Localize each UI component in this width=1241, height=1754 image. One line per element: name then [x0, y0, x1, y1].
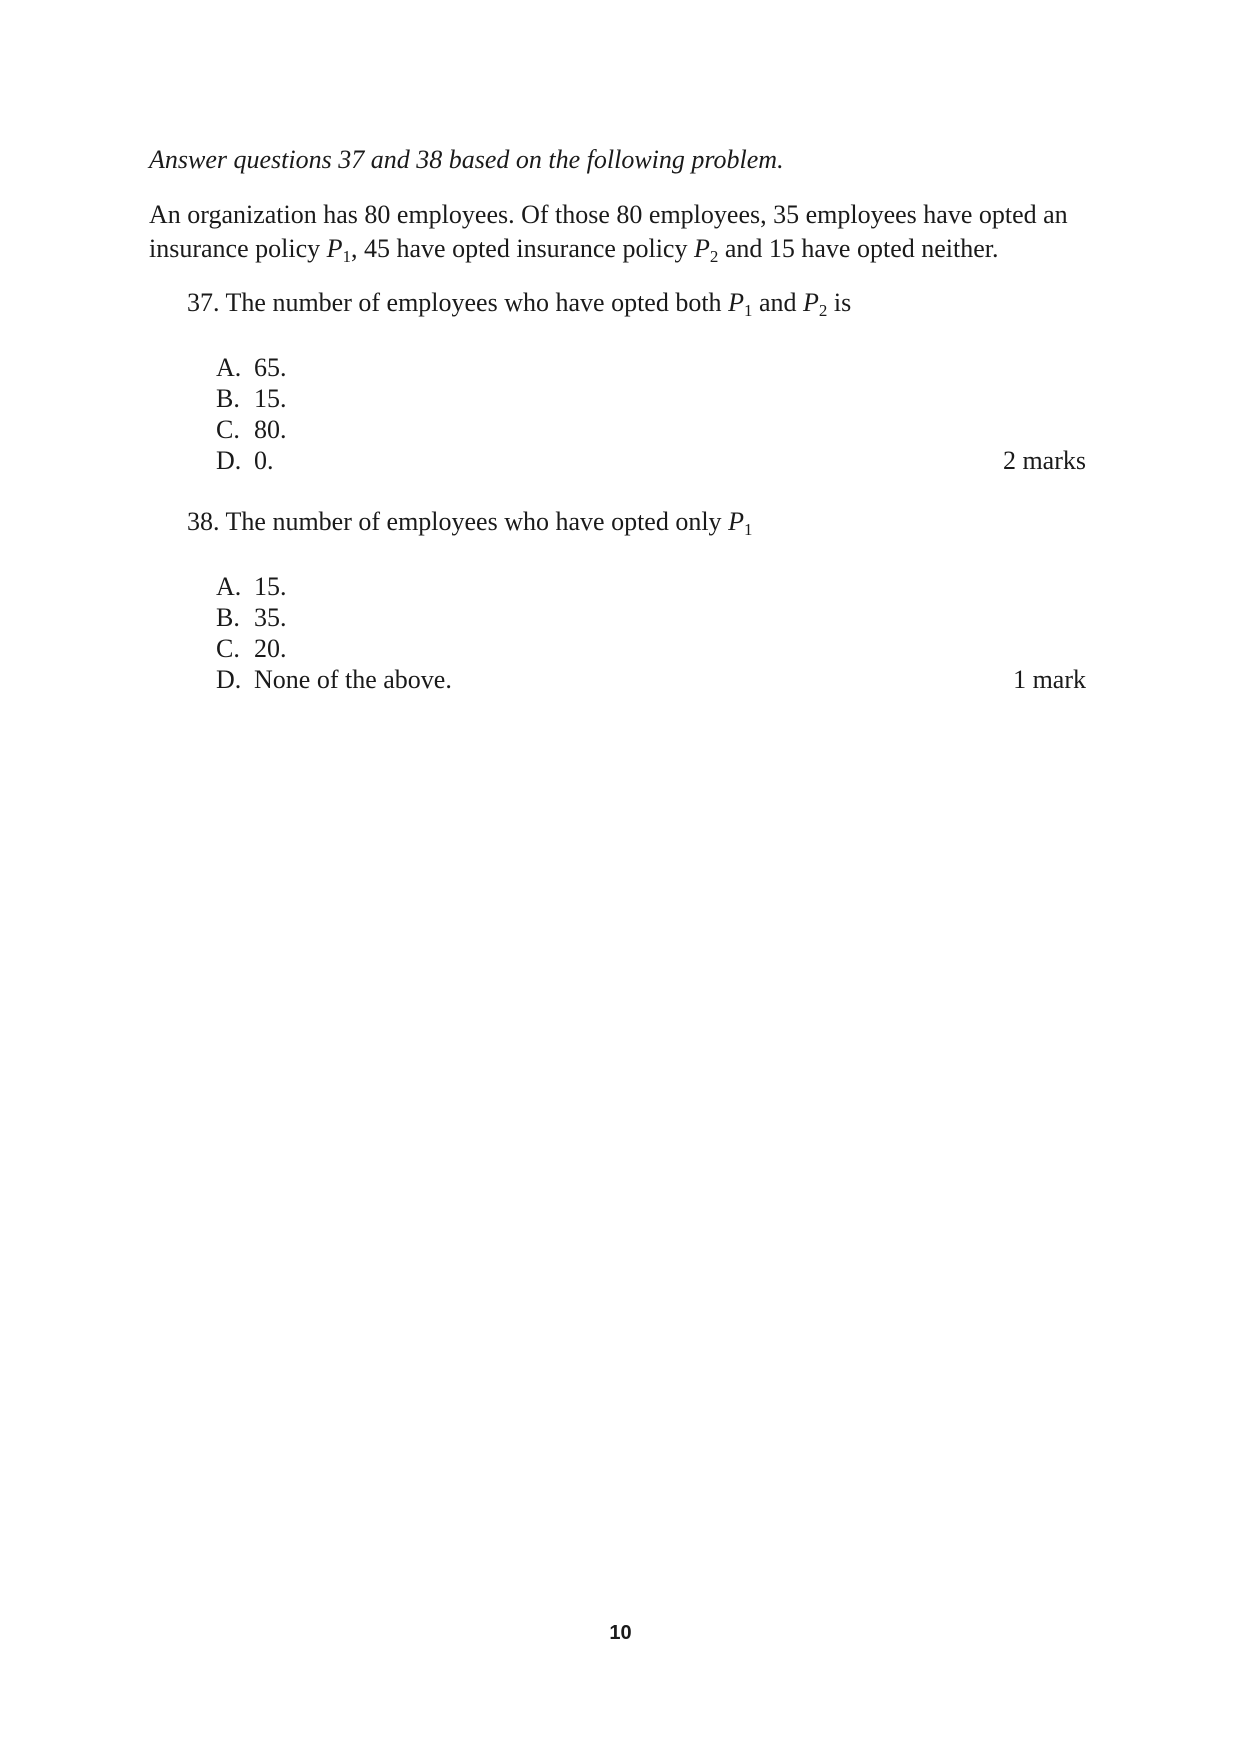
q37-option-d: D. 0.: [216, 446, 274, 475]
problem-line-2: [149, 234, 998, 267]
q37-marks: 2 marks: [1002, 446, 1086, 475]
q37-option-b: B. 15.: [216, 384, 287, 413]
policy-p1-symbol: $P_1$: [728, 507, 753, 539]
q38-option-b: B. 35.: [216, 603, 287, 632]
problem-text-b: , 45 have opted insurance policy: [351, 234, 694, 263]
page-number: 10: [609, 1622, 632, 1644]
q38-marks: 1 mark: [1013, 665, 1086, 694]
question-38-stem: 38. The number of employees who have opted only $P_1$: [187, 507, 753, 539]
policy-p2-symbol: $P_2$: [803, 288, 828, 320]
problem-line-1: An organization has 80 employees. Of those 80 employees, 35 employees have opted an: [149, 200, 1068, 229]
question-37-stem: 37. The number of employees who have opted both $P_1$ and $P_2$ is: [187, 288, 852, 320]
policy-p1-symbol: $P_1$: [326, 234, 351, 266]
policy-p1-symbol: $P_1$: [728, 288, 753, 320]
q38-option-a: A. 15.: [216, 572, 287, 601]
policy-p2-symbol: $P_2$: [693, 234, 719, 266]
q38-option-c: C. 20.: [216, 634, 287, 663]
q38-option-d: D. None of the above.: [216, 665, 452, 694]
instruction-text: Answer questions 37 and 38 based on the following problem.: [149, 145, 784, 174]
q37-option-c: C. 80.: [216, 415, 287, 444]
q37-option-a: A. 65.: [216, 353, 287, 382]
problem-text-c: and 15 have opted neither.: [718, 234, 999, 263]
problem-text-a: insurance policy: [149, 234, 327, 263]
